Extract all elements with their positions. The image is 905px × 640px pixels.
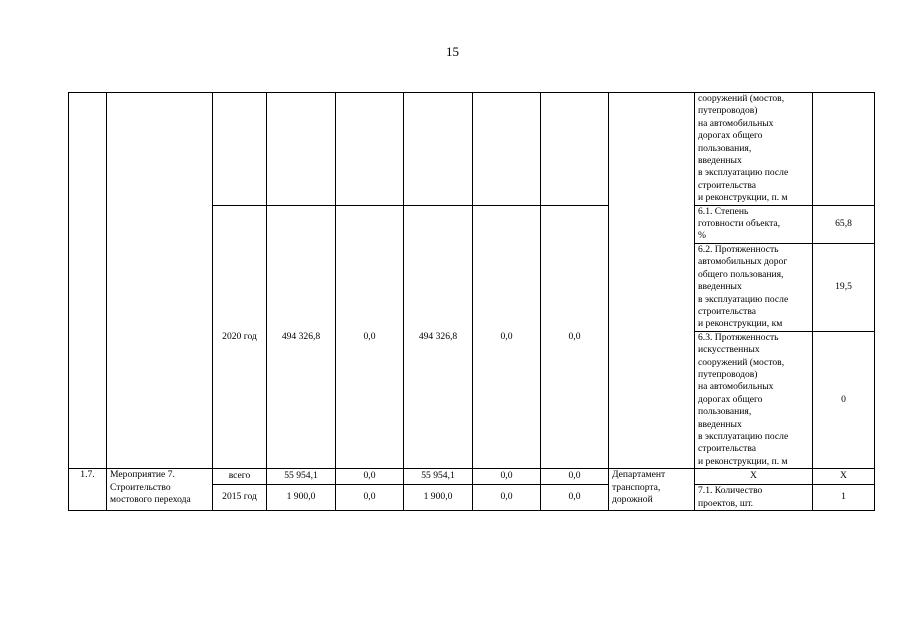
indicator-cell: 6.1. Степень готовности объекта, %: [695, 205, 813, 243]
reg-value: 494 326,8: [404, 205, 473, 469]
total-value: 55 954,1: [267, 469, 336, 485]
table-row: [69, 93, 875, 206]
local-value: 0,0: [473, 205, 541, 469]
cell-total: [267, 93, 336, 206]
indicator-value: 1: [813, 485, 875, 511]
indicator-cell: 6.3. Протяженность искусственных сооружений (мостов, путепроводов) на автомобильных дорогах общего пользования, введенных в эксплуатацию после строительства и реконструкции, п. м: [695, 331, 813, 468]
executor-name: Департамент транспорта, дорожной: [609, 469, 695, 511]
cell-reg: [404, 93, 473, 206]
year-label: 2020 год: [213, 205, 267, 469]
measure-name: Мероприятие 7. Строительство мостового перехода: [107, 469, 213, 511]
cell-fed: [336, 93, 404, 206]
other-value: 0,0: [541, 469, 609, 485]
cell-other: [541, 93, 609, 206]
indicator-value: 0: [813, 331, 875, 468]
other-value: 0,0: [541, 485, 609, 511]
total-value: 1 900,0: [267, 485, 336, 511]
reg-value: 55 954,1: [404, 469, 473, 485]
cell-executor: [609, 93, 695, 469]
indicator-value: 19,5: [813, 243, 875, 331]
cell-year: [213, 93, 267, 206]
cell-name: [107, 93, 213, 469]
indicator-cell: сооружений (мостов, путепроводов) на автомобильных дорогах общего пользования, введенных в эксплуатацию после строительства и реконструкции, п. м: [695, 93, 813, 206]
fed-value: 0,0: [336, 485, 404, 511]
measure-number: 1.7.: [69, 469, 107, 511]
reg-value: 1 900,0: [404, 485, 473, 511]
indicator-value: 65,8: [813, 205, 875, 243]
page-number: 15: [446, 44, 459, 59]
indicator-cell: 7.1. Количество проектов, шт.: [695, 485, 813, 511]
total-value: 494 326,8: [267, 205, 336, 469]
program-table: [68, 92, 875, 511]
other-value: 0,0: [541, 205, 609, 469]
year-label: 2015 год: [213, 485, 267, 511]
cell-local: [473, 93, 541, 206]
indicator-cell: 6.2. Протяженность автомобильных дорог общего пользования, введенных в эксплуатацию после строительства и реконструкции, км: [695, 243, 813, 331]
indicator-value: [813, 93, 875, 206]
local-value: 0,0: [473, 485, 541, 511]
table-row: [69, 469, 875, 485]
year-label: всего: [213, 469, 267, 485]
indicator-value: Х: [813, 469, 875, 485]
indicator-cell: Х: [695, 469, 813, 485]
fed-value: 0,0: [336, 205, 404, 469]
fed-value: 0,0: [336, 469, 404, 485]
cell-num: [69, 93, 107, 469]
local-value: 0,0: [473, 469, 541, 485]
